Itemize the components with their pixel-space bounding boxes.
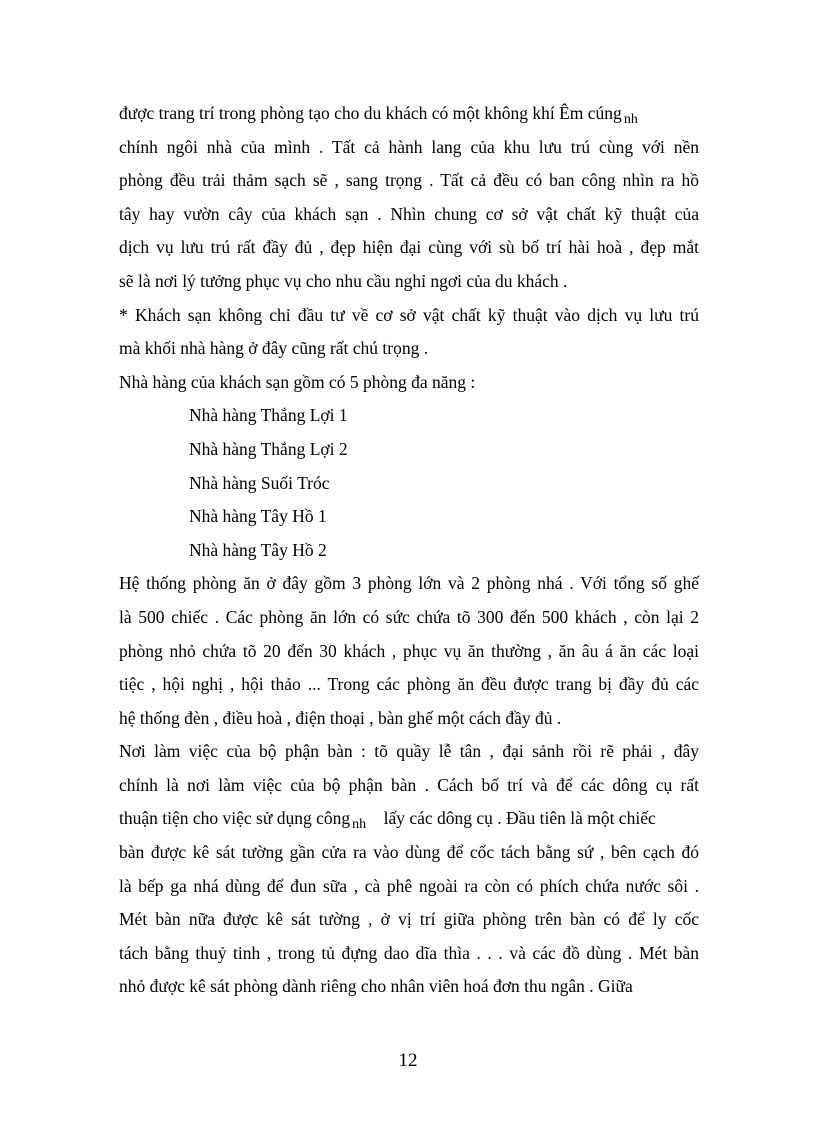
text-line: chính ngôi nhà của mình . Tất cả hành lang của khu lưu trú cùng với nền (119, 136, 699, 157)
restaurant-list-item: Nhà hàng Tây Hồ 1 (189, 506, 327, 527)
restaurant-list-item: Nhà hàng Thắng Lợi 2 (189, 438, 348, 459)
text-line: Nơi làm việc của bộ phận bàn : tõ quầy lễ tân , đại sảnh rồi rẽ phải , đây (119, 741, 699, 762)
text-line: phòng nhỏ chứa tõ 20 đến 30 khách , phục vụ ăn thường , ăn âu á ăn các loại (119, 640, 699, 661)
text-line: sẽ là nơi lý tưởng phục vụ cho nhu cầu nghỉ ngơi của du khách . (119, 270, 568, 291)
text-line: bàn được kê sát tường gần cửa ra vào dùng để cốc tách bằng sứ , bên cạch đó (119, 842, 699, 863)
text-line: chính là nơi làm việc của bộ phận bàn . Cách bố trí và để các dông cụ rất (119, 774, 699, 795)
text-line: tiệc , hội nghị , hội thảo ... Trong các phòng ăn đều được trang bị đầy đủ các (119, 674, 699, 695)
subscript-fragment: nh (352, 817, 367, 833)
restaurant-list-item: Nhà hàng Tây Hồ 2 (189, 539, 327, 560)
text-line: Mét bàn nữa được kê sát tường , ở vị trí giữa phòng trên bàn có để ly cốc (119, 909, 699, 930)
body-text (119, 97, 699, 1004)
restaurant-list-item: Nhà hàng Thắng Lợi 1 (189, 405, 348, 426)
text-line: tách bằng thuỷ tinh , trong tủ đựng dao dĩa thìa . . . và các đồ dùng . Mét bàn (119, 942, 699, 963)
text-line: * Khách sạn không chỉ đầu tư về cơ sở vật chất kỹ thuật vào dịch vụ lưu trú (119, 304, 699, 325)
text-span: được trang trí trong phòng tạo cho du khách có một không khí Êm cúng (119, 103, 622, 123)
text-line: dịch vụ lưu trú rất đầy đủ , đẹp hiện đại cùng với sù bố trí hài hoà , đẹp mắt (119, 237, 699, 258)
text-span: thuận tiện cho việc sử dụng công (119, 808, 351, 829)
text-line: mà khối nhà hàng ở đây cũng rất chú trọng . (119, 338, 429, 359)
subscript-fragment: nh (623, 112, 638, 127)
text-line: hệ thống đèn , điều hoà , điện thoại , bàn ghế một cách đầy đủ . (119, 707, 562, 728)
text-line (119, 97, 699, 131)
text-line: Hệ thống phòng ăn ở đây gồm 3 phòng lớn và 2 phòng nhá . Với tổng số ghế (119, 573, 699, 594)
text-line (119, 802, 699, 836)
page-number: 12 (398, 1050, 418, 1071)
text-line: tây hay vườn cây của khách sạn . Nhìn chung cơ sở vật chất kỹ thuật của (119, 203, 699, 224)
text-line: là bếp ga nhá dùng để đun sữa , cà phê ngoài ra còn có phích chứa nước sôi . (119, 875, 699, 896)
restaurant-list-item: Nhà hàng Suối Tróc (189, 472, 330, 493)
text-span: lấy các dông cụ . Đầu tiên là một chiếc (383, 808, 656, 829)
text-line: phòng đều trải thảm sạch sẽ , sang trọng . Tất cả đều có ban công nhìn ra hồ (119, 170, 699, 191)
text-line: Nhà hàng của khách sạn gồm có 5 phòng đa năng : (119, 371, 476, 392)
text-line: nhỏ được kê sát phòng dành riêng cho nhân viên hoá đơn thu ngân . Giữa (119, 976, 633, 997)
text-line: là 500 chiếc . Các phòng ăn lớn có sức chứa tõ 300 đến 500 khách , còn lại 2 (119, 606, 699, 627)
